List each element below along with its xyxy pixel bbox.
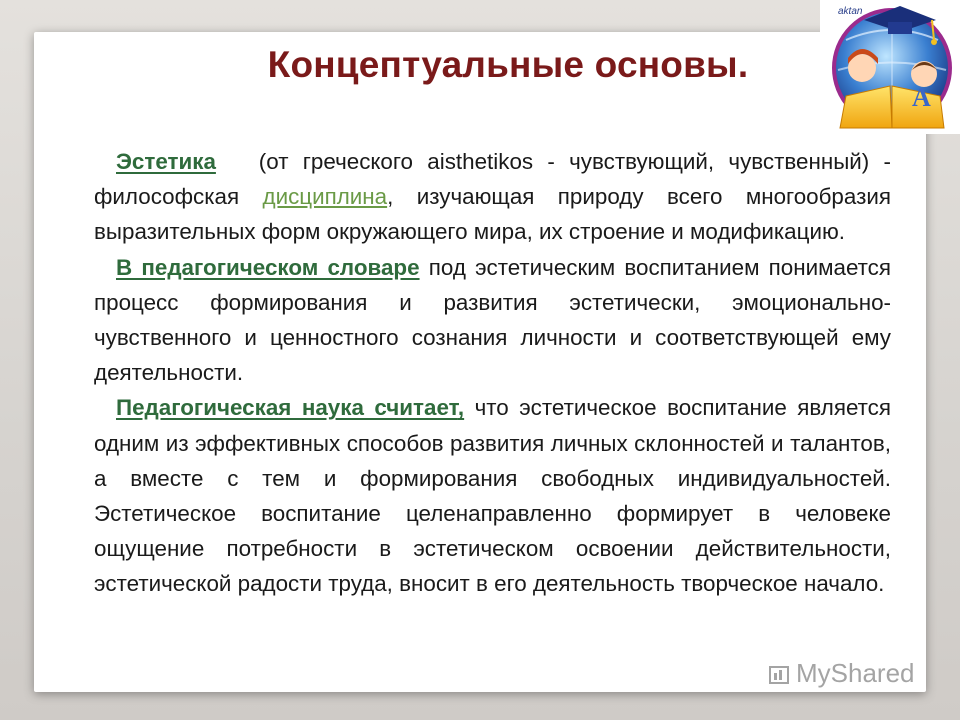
link-discipline[interactable]: дисциплина [262,184,388,210]
paragraph-dictionary-text: под эстетическим воспитанием понимается процесс формирования и развития эстетически, эмоционально-чувственного и ценностного сознания личности и соответствующей ему деятельности. [94,254,891,386]
svg-text:A: A [912,83,931,112]
term-pedagogical-dictionary: В педагогическом словаре [116,254,420,280]
paragraph-aesthetics-text-2: , изучающая природу всего многообразия выразительных форм окружающего мира, их строение и модификацию. [94,184,891,245]
term-aesthetics: Эстетика [116,149,216,174]
term-pedagogical-science: Педагогическая наука считает [116,395,458,421]
slide-body [94,144,891,602]
watermark [768,658,915,689]
term-punct: , [457,395,465,421]
myshared-logo-icon [768,661,790,687]
logo-text: aktan [838,6,863,17]
paragraph-dictionary [94,250,891,391]
slide-title: Концептуальные основы. [267,44,749,85]
paragraph-aesthetics-text-1: (от греческого aisthetikos - чувствующий, чувственный) - философская [94,149,891,210]
paragraph-science-text: что эстетическое воспитание является одним из эффективных способов развития личных склонностей и талантов, а вместе с тем и формирования свободных индивидуальностей. Эстетическое воспитание целенаправленно формирует в человеке ощущение потребности в эстетическом освоении действительности, эстетической радости труда, вносит в его деятельность творческое начало. [94,395,891,597]
paragraph-aesthetics [94,144,891,250]
paragraph-science [94,390,891,601]
watermark-text: MyShared [796,658,915,688]
logo-graphic [820,0,960,134]
school-globe-logo-icon [820,0,960,134]
